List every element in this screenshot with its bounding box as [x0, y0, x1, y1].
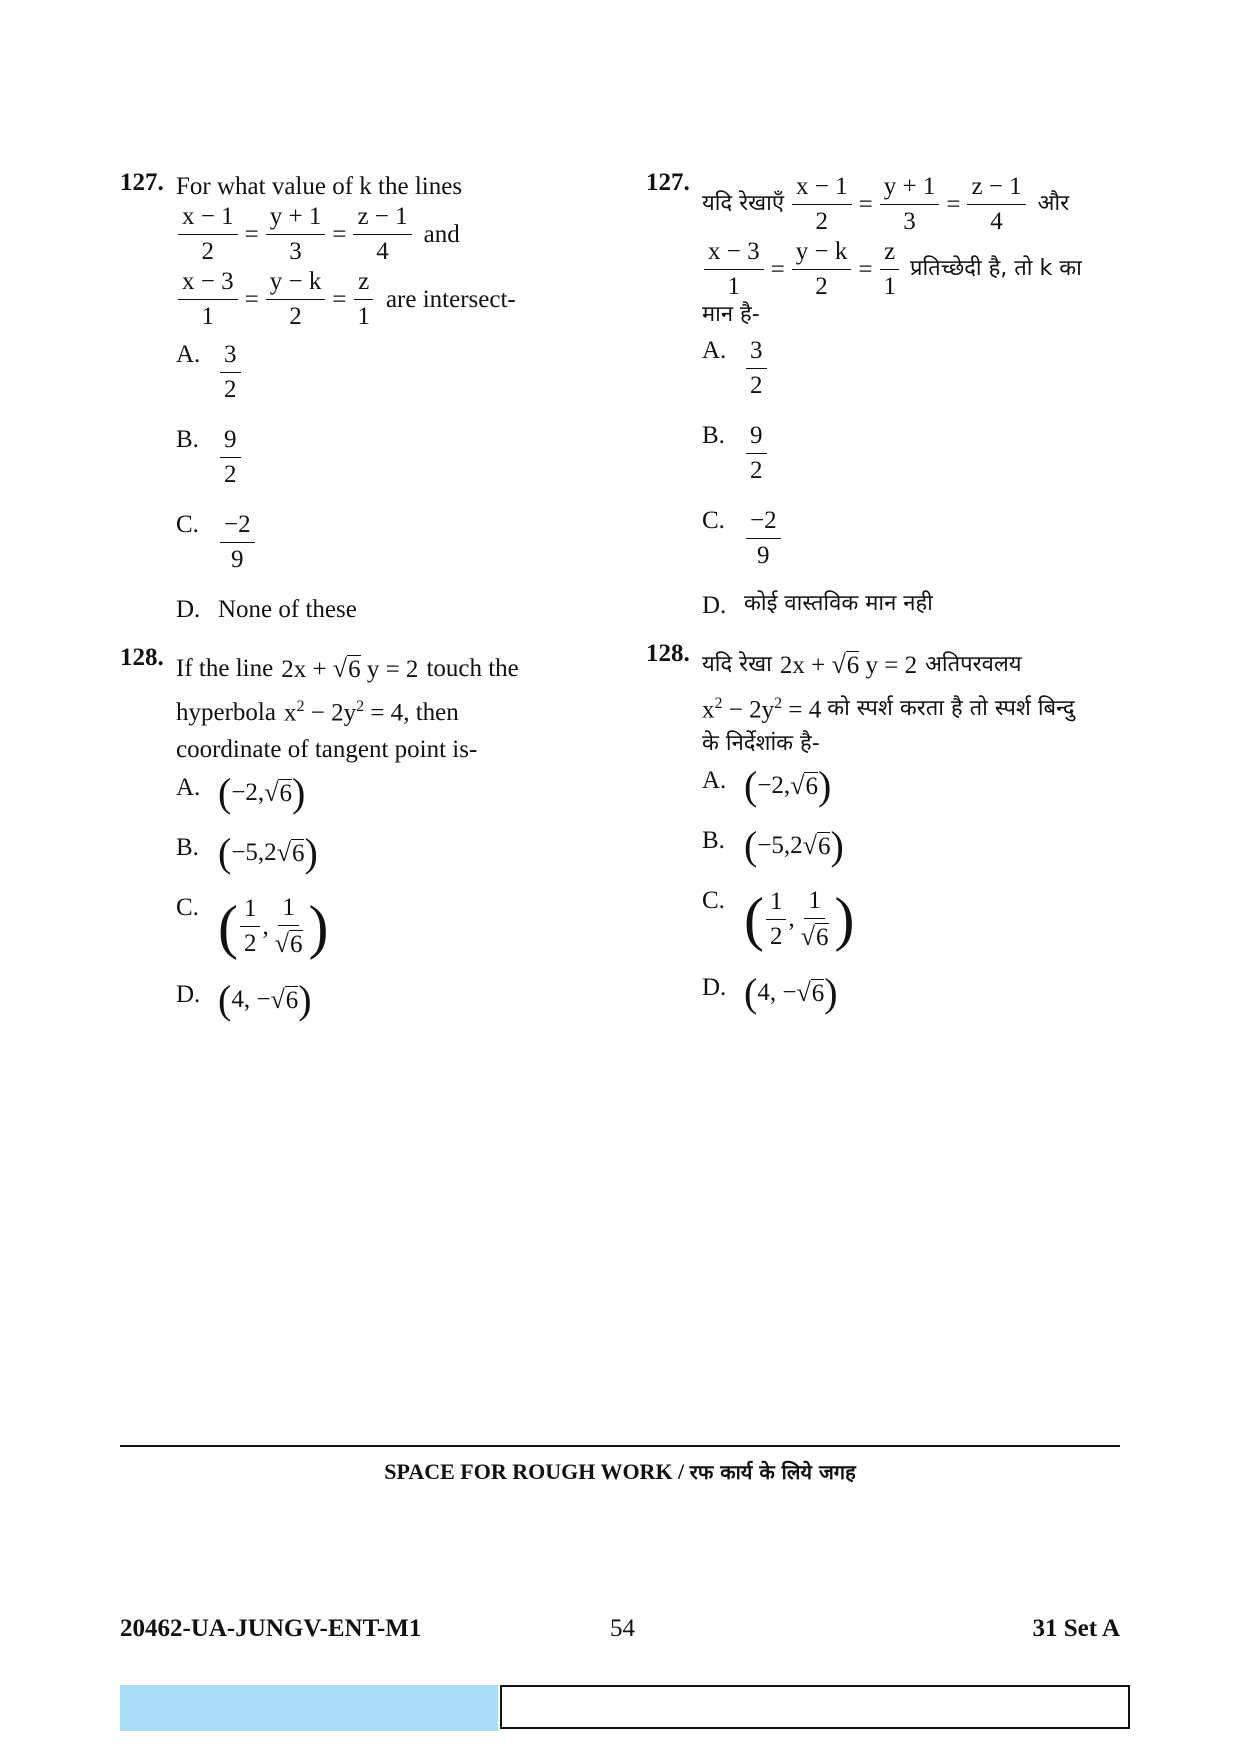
footer-empty-box	[500, 1685, 1130, 1729]
option-c[interactable]: C. $\frac{-2}{9}$	[702, 506, 1096, 571]
question-127-hi	[646, 169, 1096, 621]
option-c[interactable]: C. $\frac{-2}{9}$	[176, 510, 570, 575]
option-c[interactable]: C. ( $\frac{1}{2}$ , $\frac{1}{√6}$ )	[702, 886, 855, 953]
question-line-2: hyperbola $x^2 - 2y^2 = 4$ , then	[176, 698, 459, 727]
option-b[interactable]: B. ( −5,2 √6 )	[702, 822, 844, 868]
hindi-column	[646, 169, 1096, 1035]
page-number: 54	[610, 1615, 635, 1642]
line-equation-2: $\frac{x - 3}{1}$ = $\frac{y - k}{2}$ = $\frac{z}{1}$ are intersect-	[176, 267, 570, 332]
question-tail: मान है-	[702, 302, 760, 327]
question-line-1: यदि रेखा 2x + √6 y = 2 अतिपरवलय	[702, 650, 1022, 680]
line-equation-2: $\frac{x - 3}{1}$ = $\frac{y - k}{2}$ = $\frac{z}{1}$ प्रतिच्छेदी है, तो k का	[702, 237, 1096, 302]
option-a[interactable]: A. ( −2, √6 )	[176, 770, 306, 815]
paper-code: 20462-UA-JUNGV-ENT-M1	[120, 1615, 422, 1642]
set-label: 31 Set A	[1032, 1615, 1120, 1642]
english-column	[120, 169, 570, 1042]
option-d[interactable]: D. ( 4, − √6 )	[176, 977, 312, 1022]
question-text: For what value of k the lines	[176, 173, 463, 200]
question-number: 128.	[646, 640, 690, 668]
option-d[interactable]: D. कोई वास्तविक मान नही	[702, 591, 933, 620]
option-d[interactable]: D. None of these	[176, 596, 357, 623]
option-a[interactable]: A. $\frac{3}{2}$	[702, 336, 1096, 401]
option-b[interactable]: B. $\frac{9}{2}$	[702, 421, 1096, 486]
option-b[interactable]: B. ( −5,2 √6 )	[176, 830, 318, 875]
line-equation-1: यदि रेखाएँ $\frac{x - 1}{2}$ = $\frac{y + 1}{3}$ = $\frac{z - 1}{4}$ और	[702, 173, 1070, 235]
option-a[interactable]: A. $\frac{3}{2}$	[176, 340, 570, 405]
rough-work-label: SPACE FOR ROUGH WORK / रफ कार्य के लिये जगह	[384, 1459, 856, 1484]
option-b[interactable]: B. $\frac{9}{2}$	[176, 425, 570, 490]
question-tail: are intersect-	[385, 285, 516, 313]
question-128-hi	[646, 640, 1096, 1015]
and-text: and	[423, 220, 460, 248]
question-line-3: coordinate of tangent point is-	[176, 736, 478, 763]
question-number: 128.	[120, 644, 164, 671]
question-number: 127.	[646, 169, 690, 196]
option-c[interactable]: C. ( $\frac{1}{2}$ , $\frac{1}{√6}$ )	[176, 893, 329, 960]
question-128-en	[120, 644, 570, 1022]
question-line-2: $x^2 - 2y^2 = 4$ को स्पर्श करता है तो स्पर्श बिन्दु	[702, 694, 1075, 724]
line-equation-1: $\frac{x - 1}{2}$ = $\frac{y + 1}{3}$ = $\frac{z - 1}{4}$ and	[176, 202, 570, 267]
option-a[interactable]: A. ( −2, √6 )	[702, 762, 832, 808]
option-d[interactable]: D. ( 4, − √6 )	[702, 969, 838, 1015]
question-line-1: If the line 2x + √6 y = 2 touch the	[176, 654, 519, 683]
question-line-3: के निर्देशांक है-	[702, 731, 820, 757]
question-number: 127.	[120, 169, 164, 196]
footer-color-bar	[120, 1685, 498, 1731]
question-127-en	[120, 169, 570, 625]
rough-work-divider	[120, 1445, 1120, 1447]
